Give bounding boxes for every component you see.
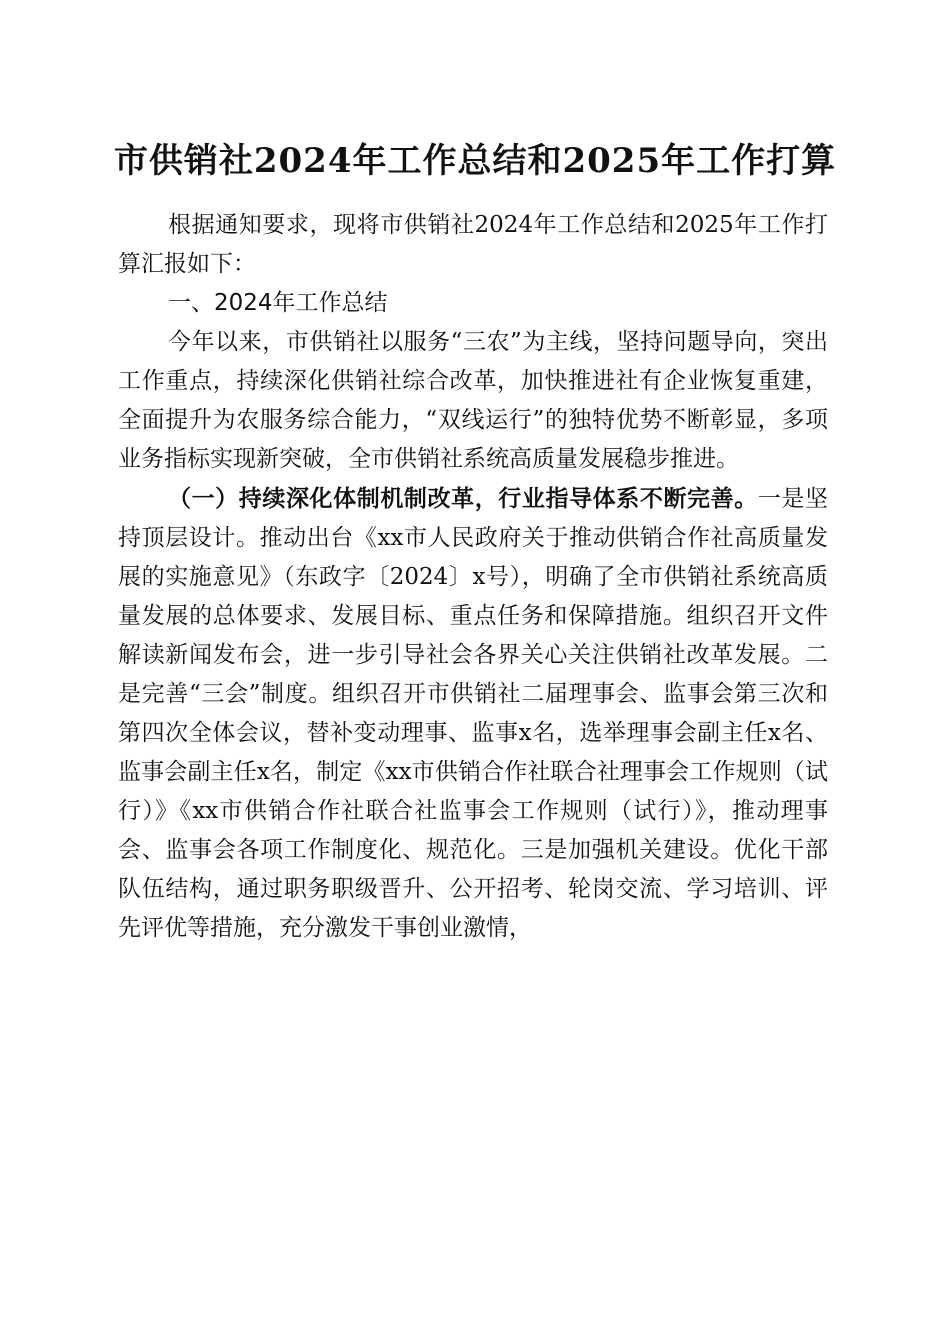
subsection-paragraph <box>118 479 828 948</box>
subsection-heading-1: （一）持续深化体制机制改革，行业指导体系不断完善。 <box>168 485 758 512</box>
document-title: 市供销社2024年工作总结和2025年工作打算 <box>113 141 837 181</box>
section-heading-1: 一、2024年工作总结 <box>168 290 388 316</box>
document-body <box>118 206 828 948</box>
subsection-body-1: 一是坚持顶层设计。推动出台《xx市人民政府关于推动供销合作社高质量发展的实施意见》（东政字〔2024〕x号），明确了全市供销社系统高质量发展的总体要求、发展目标、重点任务和保障措施。组织召开文件解读新闻发布会，进一步引导社会各界关心关注供销社改革发展。二是完善“三会”制度。组织召开市供销社二届理事会、监事会第三次和第四次全体会议，替补变动理事、监事x名，选举理事会副主任x名、监事会副主任x名，制定《xx市供销合作社联合社理事会工作规则（试行）》《xx市供销合作社联合社监事会工作规则（试行）》，推动理事会、监事会各项工作制度化、规范化。三是加强机关建设。优化干部队伍结构，通过职务职级晋升、公开招考、轮岗交流、学习培训、评先评优等措施，充分激发干事创业激情， <box>118 486 829 941</box>
intro-paragraph: 根据通知要求，现将市供销社2024年工作总结和2025年工作打算汇报如下： <box>118 212 828 277</box>
section-overview-paragraph: 今年以来，市供销社以服务“三农”为主线，坚持问题导向，突出工作重点，持续深化供销社综合改革，加快推进社有企业恢复重建，全面提升为农服务综合能力，“双线运行”的独特优势不断彰显，多项业务指标实现新突破，全市供销社系统高质量发展稳步推进。 <box>118 329 828 472</box>
